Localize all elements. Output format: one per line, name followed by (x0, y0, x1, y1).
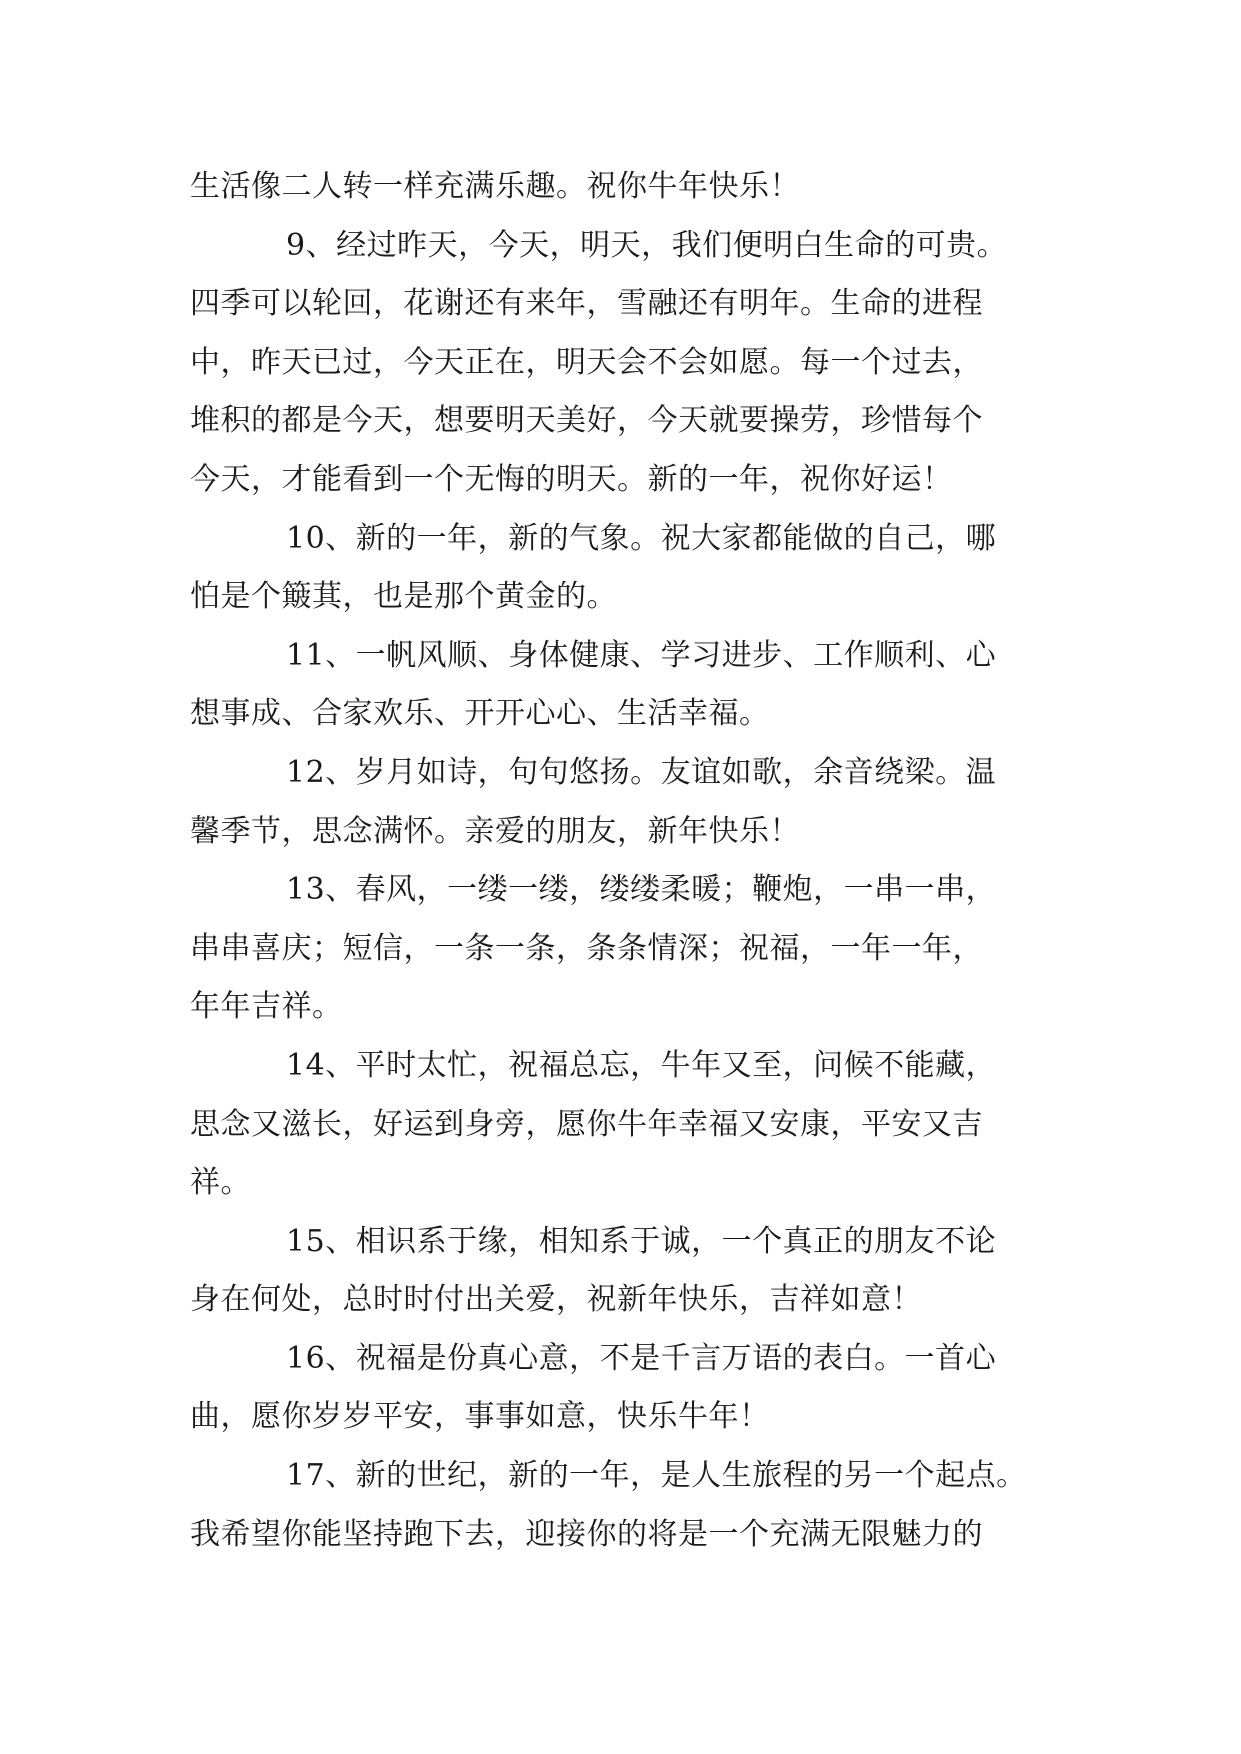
text-line: 曲，愿你岁岁平安，事事如意，快乐牛年！ (190, 1399, 770, 1435)
paragraph-14-line-1: 14、平时太忙，祝福总忘，牛年又至，问候不能藏， (286, 1047, 997, 1083)
paragraph-10-line-1: 10、新的一年，新的气象。祝大家都能做的自己，哪 (286, 520, 997, 556)
text-line: 怕是个簸萁，也是那个黄金的。 (190, 579, 617, 615)
paragraph-17-line-1: 17、新的世纪，新的一年，是人生旅程的另一个起点。 (286, 1458, 1027, 1494)
text-line: 生活像二人转一样充满乐趣。祝你牛年快乐！ (190, 169, 800, 204)
paragraph-13-line-1: 13、春风，一缕一缕，缕缕柔暖；鞭炮，一串一串， (286, 872, 997, 908)
text-line: 今天，才能看到一个无悔的明天。新的一年，祝你好运！ (190, 461, 953, 497)
text-line: 身在何处，总时时付出关爱，祝新年快乐，吉祥如意！ (190, 1282, 922, 1318)
paragraph-16-line-1: 16、祝福是份真心意，不是千言万语的表白。一首心 (286, 1340, 997, 1376)
paragraph-15-line-1: 15、相识系于缘，相知系于诚，一个真正的朋友不论 (286, 1223, 997, 1259)
text-line: 祥。 (190, 1165, 251, 1201)
text-line: 中，昨天已过，今天正在，明天会不会如愿。每一个过去， (190, 344, 983, 380)
text-line: 串串喜庆；短信，一条一条，条条情深；祝福，一年一年， (190, 930, 983, 966)
body-text (190, 158, 1060, 1564)
text-line: 年年吉祥。 (190, 989, 343, 1025)
text-line: 想事成、合家欢乐、开开心心、生活幸福。 (190, 696, 770, 732)
paragraph-11-line-1: 11、一帆风顺、身体健康、学习进步、工作顺利、心 (286, 637, 997, 673)
text-line: 馨季节，思念满怀。亲爱的朋友，新年快乐！ (190, 813, 800, 849)
text-line: 四季可以轮回，花谢还有来年，雪融还有明年。生命的进程 (190, 286, 983, 322)
paragraph-9-line-1: 9、经过昨天，今天，明天，我们便明白生命的可贵。 (286, 227, 1008, 263)
text-line: 我希望你能坚持跑下去，迎接你的将是一个充满无限魅力的 (190, 1516, 983, 1552)
text-line: 思念又滋长，好运到身旁，愿你牛年幸福又安康，平安又吉 (190, 1106, 983, 1142)
paragraph-12-line-1: 12、岁月如诗，句句悠扬。友谊如歌，余音绕梁。温 (286, 754, 997, 790)
text-line: 堆积的都是今天，想要明天美好，今天就要操劳，珍惜每个 (190, 403, 983, 439)
